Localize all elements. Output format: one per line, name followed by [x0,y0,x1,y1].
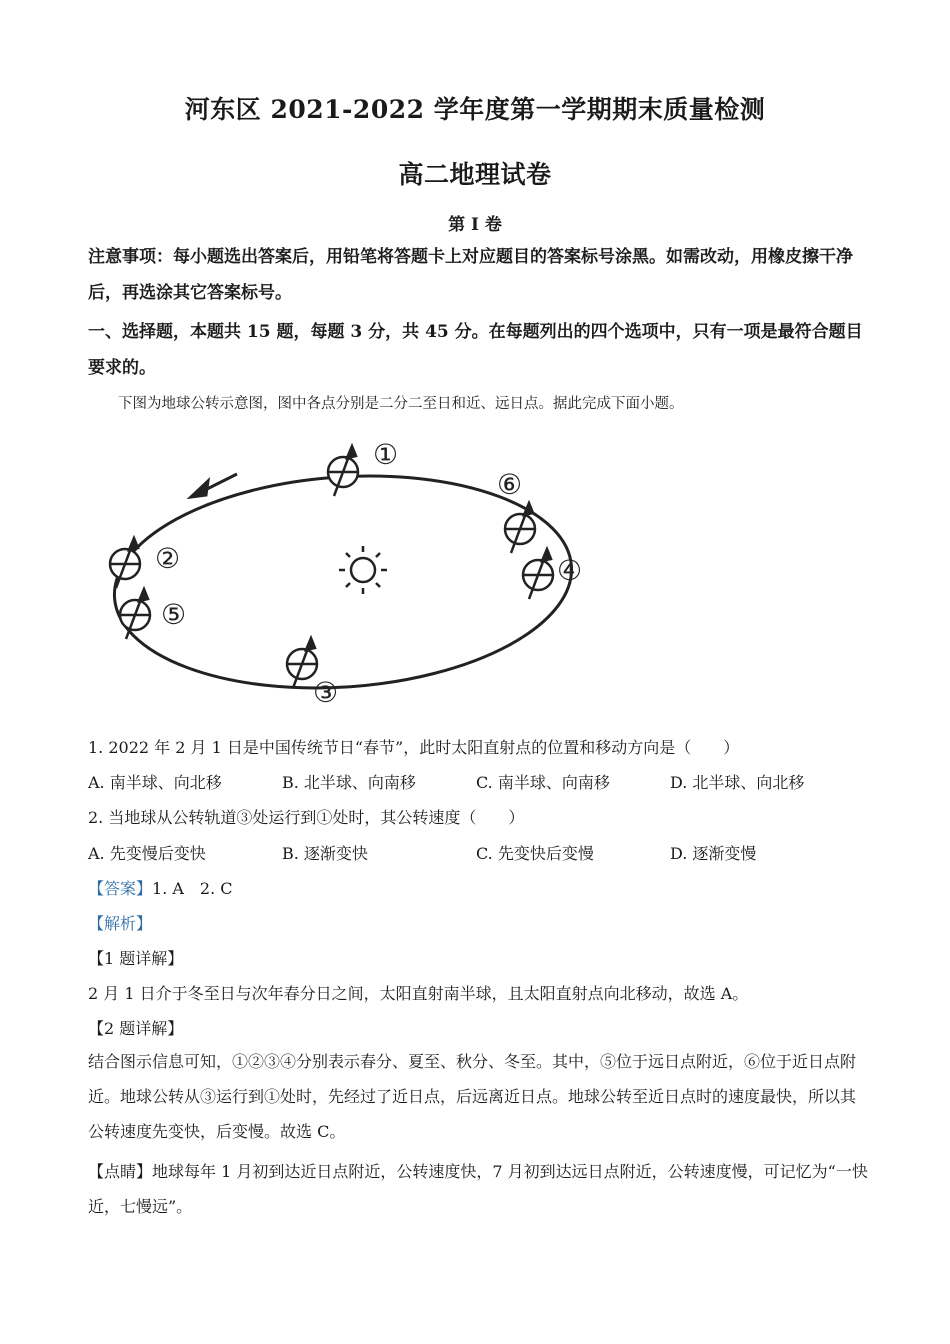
analysis-label: 【解析】 [88,914,153,933]
section-heading: 第 I 卷 [448,215,502,235]
notice-text: 注意事项：每小题选出答案后，用铅笔将答题卡上对应题目的答案标号涂黑。如需改动，用橡皮擦干净后，再选涂其它答案标号。 [88,247,853,303]
sun-icon [339,546,387,594]
marker-4: ④ [557,554,583,587]
earth-orbit-diagram [95,432,605,714]
question-2-stem: 2. 当地球从公转轨道③处运行到①处时，其公转速度（ ） [88,808,525,827]
marker-2: ② [155,542,181,575]
tip-block [88,1154,870,1224]
q1-option-d: D. 北半球、向北移 [670,773,805,792]
earth-position-5 [120,589,150,639]
answer-label: 【答案】 [88,879,153,898]
detail-1-label: 【1 题详解】 [88,949,184,968]
answer-line [88,876,233,899]
earth-position-6 [505,503,535,553]
q2-option-c: C. 先变快后变慢 [476,844,594,863]
tip-text: 地球每年 1 月初到达近日点附近，公转速度快，7 月初到达远日点附近，公转速度慢，可记忆为“一快近，七慢远”。 [88,1162,868,1216]
direction-arrowhead [191,481,208,497]
tip-label: 【点睛】 [88,1162,153,1181]
earth-position-4 [523,549,553,599]
figure-lead-text: 下图为地球公转示意图，图中各点分别是二分二至日和近、远日点。据此完成下面小题。 [118,396,684,412]
detail-2-text: 结合图示信息可知，①②③④分别表示春分、夏至、秋分、冬至。其中，⑤位于远日点附近，⑥位于近日点附近。地球公转从③运行到①处时，先经过了近日点，后远离近日点。地球公转至近日点时的速度最快，所以其公转速度先变快，后变慢。故选 C。 [88,1052,857,1141]
section-intro: 一、选择题，本题共 15 题，每题 3 分，共 45 分。在每题列出的四个选项中，只有一项是最符合题目要求的。 [88,322,863,378]
q2-option-b: B. 逐渐变快 [282,844,368,863]
document-subtitle: 高二地理试卷 [398,160,552,189]
detail-2-label: 【2 题详解】 [88,1019,184,1038]
q1-option-b: B. 北半球、向南移 [282,773,416,792]
marker-3: ③ [313,676,339,709]
marker-1: ① [373,438,399,471]
document-title: 河东区 2021-2022 学年度第一学期期末质量检测 [184,95,766,124]
marker-6: ⑥ [497,468,523,501]
detail-1-text: 2 月 1 日介于冬至日与次年春分日之间，太阳直射南半球，且太阳直射点向北移动，故选 A。 [88,984,749,1003]
q1-option-a: A. 南半球、向北移 [88,773,222,792]
q2-option-a: A. 先变慢后变快 [88,844,206,863]
question-1-stem: 1. 2022 年 2 月 1 日是中国传统节日“春节”，此时太阳直射点的位置和移动方向是（ ） [88,738,740,757]
q1-option-c: C. 南半球、向南移 [476,773,610,792]
answer-text: 1. A 2. C [152,879,233,898]
earth-position-1 [328,446,358,496]
marker-5: ⑤ [161,598,187,631]
q2-option-d: D. 逐渐变慢 [670,844,757,863]
earth-position-2 [110,538,140,588]
